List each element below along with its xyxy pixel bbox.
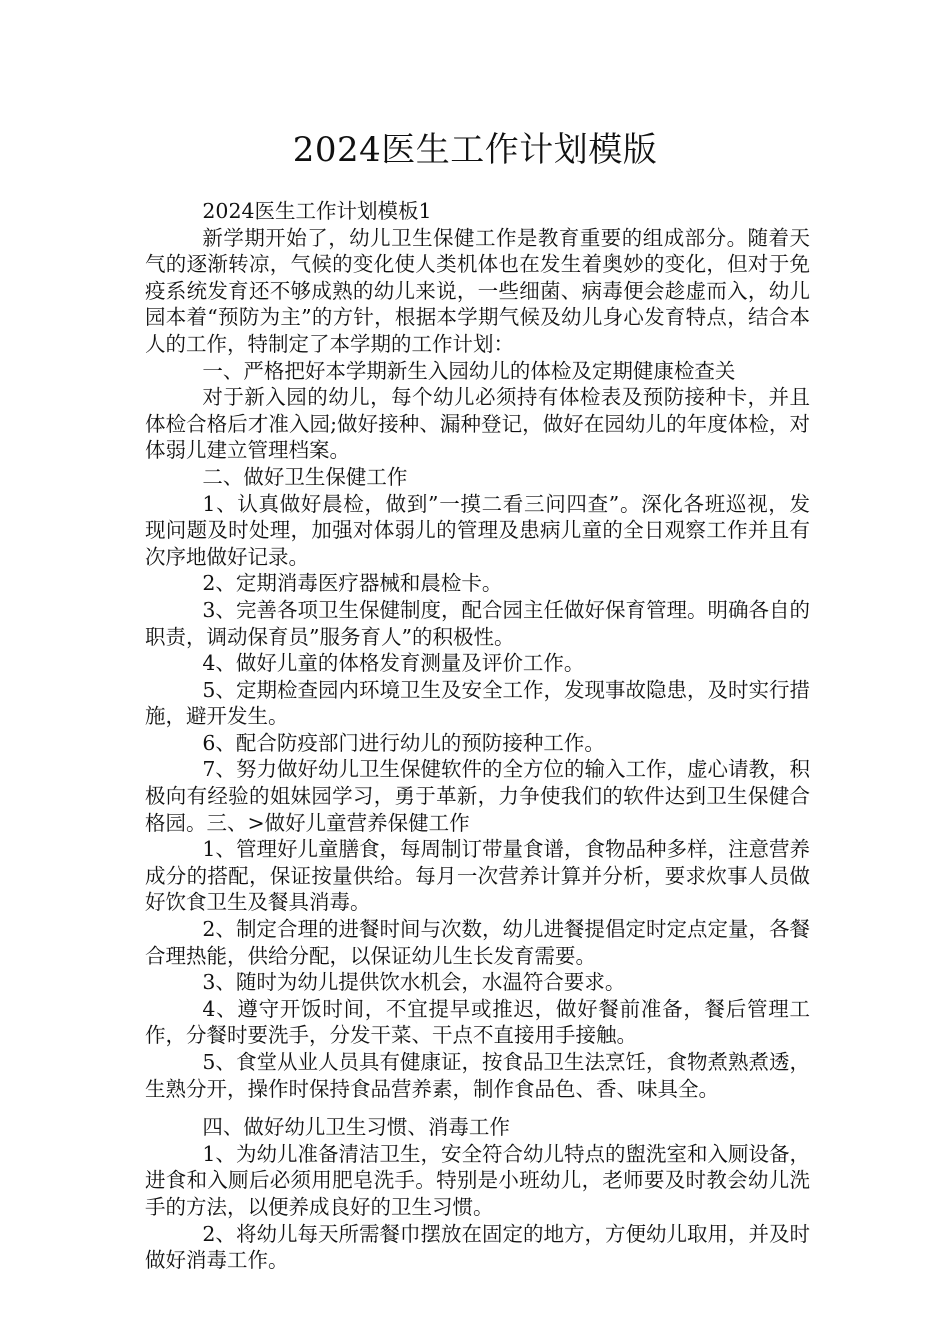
list-item: 2、将幼儿每天所需餐巾摆放在固定的地方，方便幼儿取用，并及时做好消毒工作。 <box>145 1221 810 1273</box>
list-item: 4、做好儿童的体格发育测量及评价工作。 <box>202 651 585 676</box>
intro-paragraph: 新学期开始了，幼儿卫生保健工作是教育重要的组成部分。随着天气的逐渐转凉，气候的变化使人类机体也在发生着奥妙的变化，但对于免疫系统发育还不够成熟的幼儿来说，一些细菌、病毒便会趁虚而入，幼儿园本着“预防为主”的方针，根据本学期气候及幼儿身心发育特点，结合本人的工作，特制定了本学期的工作计划： <box>145 225 810 356</box>
list-item: 1、认真做好晨检，做到”一摸二看三问四查”。深化各班巡视，发现问题及时处理，加强对体弱儿的管理及患病儿童的全日观察工作并且有次序地做好记录。 <box>145 491 810 569</box>
list-item: 6、配合防疫部门进行幼儿的预防接种工作。 <box>202 730 605 755</box>
list-item: 5、定期检查园内环境卫生及安全工作，发现事故隐患，及时实行措施，避开发生。 <box>145 677 810 729</box>
document-title: 2024医生工作计划模版 <box>292 130 658 170</box>
list-item: 1、为幼儿准备清洁卫生，安全符合幼儿特点的盥洗室和入厕设备，进食和入厕后必须用肥皂洗手。特别是小班幼儿，老师要及时教会幼儿洗手的方法，以便养成良好的卫生习惯。 <box>145 1141 810 1219</box>
subtitle-paragraph: 2024医生工作计划模板1 <box>202 199 432 223</box>
section-heading-2: 二、做好卫生保健工作 <box>202 464 408 489</box>
body-paragraph: 对于新入园的幼儿，每个幼儿必须持有体检表及预防接种卡，并且体检合格后才准入园;做好接种、漏种登记，做好在园幼儿的年度体检，对体弱儿建立管理档案。 <box>145 385 810 463</box>
list-item: 2、定期消毒医疗器械和晨检卡。 <box>202 571 503 596</box>
list-item: 1、管理好儿童膳食，每周制订带量食谱，食物品种多样，注意营养成分的搭配，保证按量供给。每月一次营养计算并分析，要求炊事人员做好饮食卫生及餐具消毒。 <box>145 837 810 915</box>
list-item: 4、遵守开饭时间，不宜提早或推迟，做好餐前准备，餐后管理工作，分餐时要洗手，分发干菜、干点不直接用手接触。 <box>145 996 810 1048</box>
section-heading-4: 四、做好幼儿卫生习惯、消毒工作 <box>202 1115 510 1140</box>
list-item: 5、食堂从业人员具有健康证，按食品卫生法烹饪，食物煮熟煮透，生熟分开，操作时保持食品营养素，制作食品色、香、味具全。 <box>145 1050 810 1101</box>
document-body <box>145 198 810 1274</box>
list-item: 3、完善各项卫生保健制度，配合园主任做好保育管理。明确各自的职责，调动保育员”服务育人”的积极性。 <box>145 597 810 649</box>
section-heading-1: 一、严格把好本学期新生入园幼儿的体检及定期健康检查关 <box>202 358 736 383</box>
list-item: 2、制定合理的进餐时间与次数，幼儿进餐提倡定时定点定量，各餐合理热能，供给分配，以保证幼儿生长发育需要。 <box>145 917 810 968</box>
list-item: 3、随时为幼儿提供饮水机会，水温符合要求。 <box>202 970 626 995</box>
list-item: 7、努力做好幼儿卫生保健软件的全方位的输入工作，虚心请教，积极向有经验的姐妹园学习，勇于革新，力争使我们的软件达到卫生保健合格园。三、>做好儿童营养保健工作 <box>145 757 810 835</box>
